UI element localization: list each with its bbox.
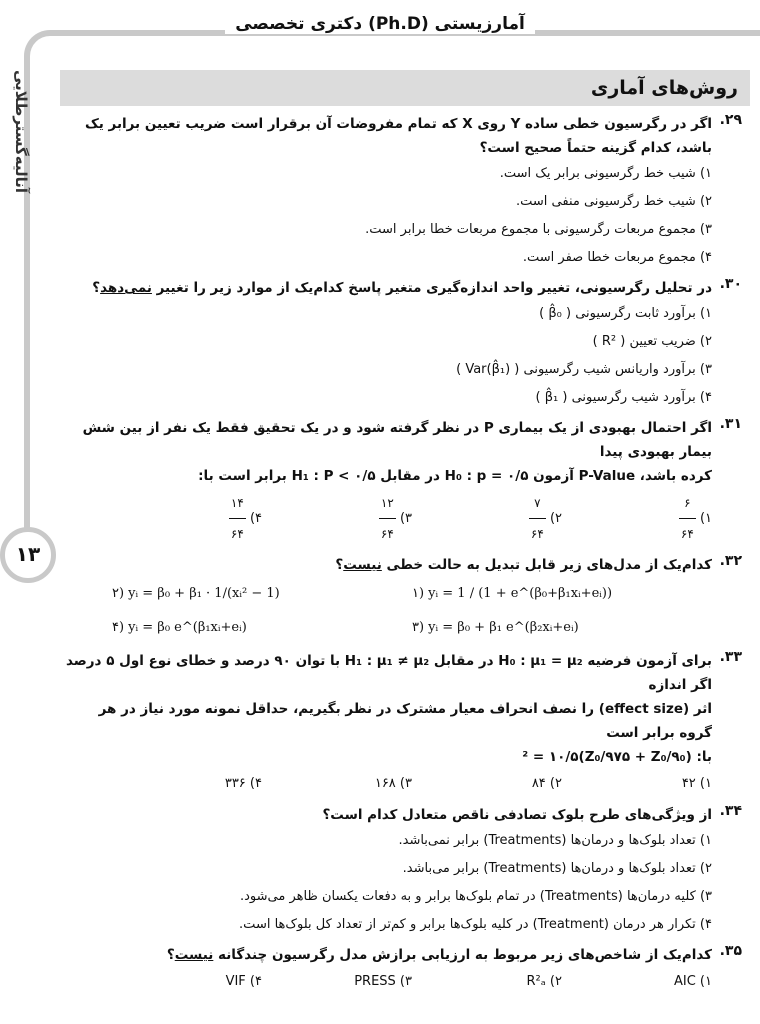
option-1: ۱) yᵢ = 1 / (1 + e^(β₀+β₁xᵢ+eᵢ)) (412, 586, 613, 601)
fraction (379, 488, 396, 549)
question-text-part: کدام‌یک از مدل‌های زیر قابل تبدیل به حالت خطی (381, 557, 712, 573)
numerator: ۱۴ (229, 488, 246, 519)
option-label: ۳) (399, 511, 412, 526)
option-label: ۲) (549, 511, 562, 526)
page-frame-top (24, 30, 760, 64)
fraction (679, 488, 696, 549)
option-1: ۱) ۴۲ (681, 776, 712, 791)
option-3: ۳) ۱۶۸ (374, 776, 412, 791)
option-1: ۱) برآورد ثابت رگرسیونی ( β̂₀ ) (539, 306, 712, 321)
option-4: ۴) تکرار هر درمان (Treatment) در کلیه بلوک‌ها برابر و کم‌تر از تعداد کل بلوک‌ها است. (239, 917, 712, 932)
option-4: ۴) مجموع مربعات خطا صفر است. (522, 250, 712, 265)
option-label: ۴) (249, 511, 262, 526)
options (64, 300, 712, 412)
question-text-line-1: اگر احتمال بهبودی از یک بیماری P در نظر گرفته شود و در یک تحقیق فقط یک نفر از بین شش بیمار بهبودی پیدا (82, 420, 712, 460)
section-title: روش‌های آماری (60, 70, 750, 106)
options (64, 160, 712, 272)
question-32 (64, 553, 742, 645)
option-3: ۳) مجموع مربعات رگرسیونی با مجموع مربعات خطا برابر است. (365, 222, 712, 237)
question-text-line-2: اثر (effect size) را نصف انحراف معیار مشترک در نظر بگیریم، حداقل نمونه مورد نیاز در هر گروه برابر است (98, 701, 712, 741)
denominator: ۶۴ (680, 527, 694, 541)
option-2: ۲) ۸۴ (531, 776, 562, 791)
option-1: ۱) AIC (673, 974, 712, 989)
question-text: از ویژگی‌های طرح بلوک تصادفی ناقص متعادل کدام است؟ (322, 807, 712, 823)
questions-content (64, 112, 742, 1001)
option-1: ۱) تعداد بلوک‌ها و درمان‌ها (Treatments) برابر نمی‌باشد. (398, 833, 712, 848)
header-title: دکتری تخصصی (Ph.D) آمارزیستی (225, 14, 535, 34)
question-text-part: کدام‌یک از شاخص‌های زیر مربوط به ارزیابی برازش مدل رگرسیون چندگانه (213, 947, 712, 963)
question-number: ۳۱. (719, 416, 742, 432)
options (64, 827, 712, 939)
question-text-part: در تحلیل رگرسیونی، تغییر واحد اندازه‌گیری متغیر پاسخ کدام‌یک از موارد زیر را تغییر (151, 280, 712, 296)
options (112, 769, 712, 799)
options (112, 967, 712, 997)
option-3: ۳) کلیه درمان‌ها (Treatments) در تمام بلوک‌ها برابر و به دفعات یکسان ظاهر می‌شود. (240, 889, 712, 904)
page-header (0, 14, 760, 34)
question-number: ۳۴. (719, 803, 742, 819)
question-text (64, 553, 712, 577)
question-33 (64, 649, 742, 799)
question-text-end: ؟ (92, 280, 101, 296)
question-number: ۲۹. (719, 112, 742, 128)
numerator: ۷ (529, 488, 546, 519)
side-label: آنالیه‌گستر‌طلایی (12, 70, 30, 194)
question-text-underlined: نیست (343, 557, 382, 573)
option-label: ۱) (699, 511, 712, 526)
option-4 (112, 488, 262, 549)
option-1: ۱) شیب خط رگرسیونی برابر یک است. (499, 166, 712, 181)
option-2: ۲) تعداد بلوک‌ها و درمان‌ها (Treatments) برابر می‌باشد. (402, 861, 712, 876)
option-3 (262, 488, 412, 549)
option-3: ۳) PRESS (354, 974, 412, 989)
denominator: ۶۴ (230, 527, 244, 541)
numerator: ۱۲ (379, 488, 396, 519)
question-text-line-2: کرده باشد، P-Value آزمون H₀ : p = ۰/۵ در مقابل H₁ : P < ۰/۵ برابر است با: (198, 468, 712, 484)
question-35 (64, 943, 742, 997)
question-text-underlined: نمی‌دهد (100, 280, 152, 296)
question-31 (64, 416, 742, 549)
question-text-end: ؟ (166, 947, 175, 963)
option-2: ۲) ضریب تعیین ( R² ) (592, 334, 712, 349)
question-text-line-3: با: (Z₀/۹۷۵ + Z₀/۹₀)² = ۱۰/۵ (522, 749, 712, 765)
option-4: ۴) VIF (225, 974, 262, 989)
question-number: ۳۳. (719, 649, 742, 665)
denominator: ۶۴ (530, 527, 544, 541)
option-4: ۴) برآورد شیب رگرسیونی ( β̂₁ ) (535, 390, 712, 405)
option-1 (562, 488, 712, 549)
option-2 (412, 488, 562, 549)
option-3: ۳) yᵢ = β₀ + β₁ e^(β₂xᵢ+eᵢ) (412, 620, 579, 635)
question-number: ۳۵. (719, 943, 742, 959)
question-text-underlined: نیست (174, 947, 214, 963)
question-34 (64, 803, 742, 939)
numerator: ۶ (679, 488, 696, 519)
question-text: اگر در رگرسیون خطی ساده Y روی X که تمام مفروضات آن برقرار است ضریب تعیین برابر یک باشد، کدام گزینه حتماً صحیح است؟ (84, 116, 712, 156)
fraction (229, 488, 246, 549)
question-text-end: ؟ (335, 557, 344, 573)
option-3: ۳) برآورد واریانس شیب رگرسیونی ( Var(β̂₁) ) (456, 362, 712, 377)
option-2: ۲) yᵢ = β₀ + β₁ · 1/(xᵢ² − 1) (112, 586, 280, 601)
option-2: ۲) شیب خط رگرسیونی منفی است. (516, 194, 712, 209)
question-number: ۳۲. (719, 553, 742, 569)
question-text (64, 276, 712, 300)
denominator: ۶۴ (380, 527, 394, 541)
fraction (529, 488, 546, 549)
options (112, 488, 712, 549)
option-4: ۴) yᵢ = β₀ e^(β₁xᵢ+eᵢ) (112, 620, 247, 635)
question-30 (64, 276, 742, 412)
option-4: ۴) ۳۳۶ (224, 776, 262, 791)
question-text (64, 943, 712, 967)
option-2: ۲) R²ₐ (526, 974, 562, 989)
options-row-2 (112, 611, 712, 645)
question-number: ۳۰. (719, 276, 742, 292)
page-number: ۱۳ (0, 527, 56, 583)
options-row-1 (112, 577, 712, 611)
question-29 (64, 112, 742, 272)
question-text-line-1: برای آزمون فرضیه H₀ : μ₁ = μ₂ در مقابل H₁ : μ₁ ≠ μ₂ با توان ۹۰ درصد و خطای نوع اول ۵ درصد اگر اندازه (65, 653, 712, 693)
